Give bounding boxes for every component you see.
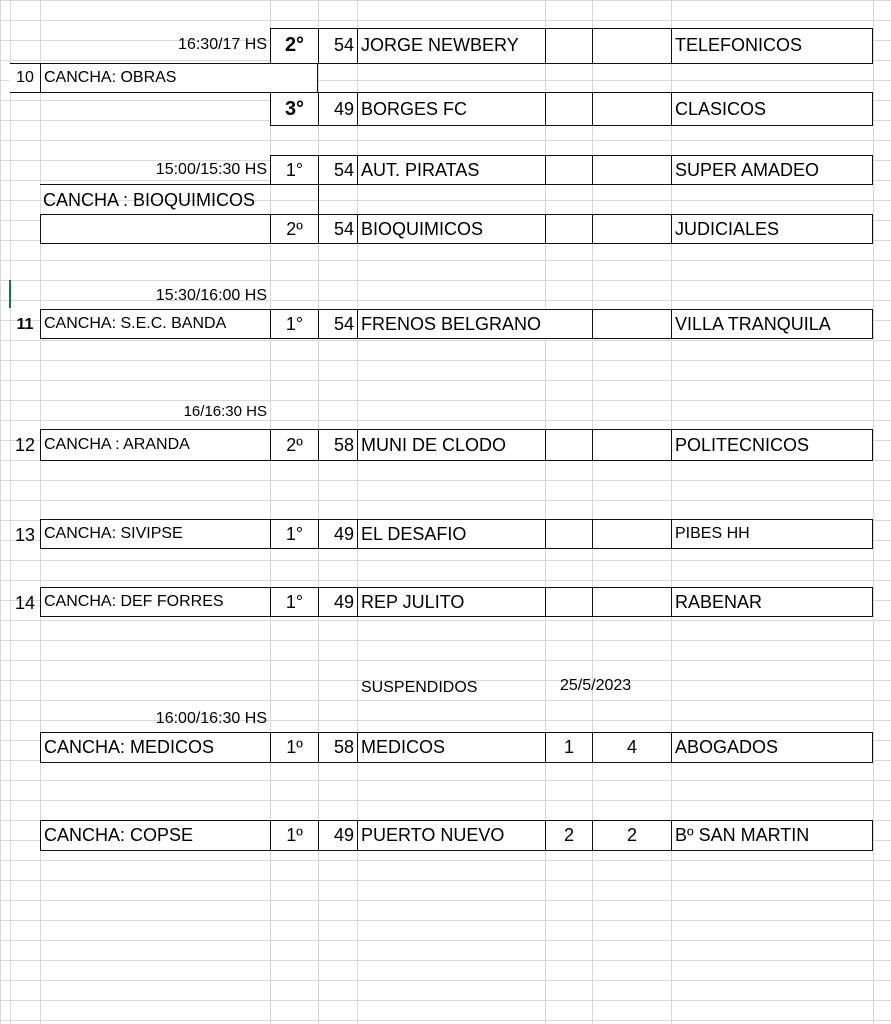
category-cell[interactable]: 54 [318, 309, 358, 339]
score-home-cell[interactable] [545, 587, 593, 617]
grid-column-line [545, 0, 546, 1024]
grid-column-line [10, 0, 11, 1024]
score-away-cell[interactable] [592, 519, 672, 549]
venue-cell[interactable]: CANCHA : BIOQUIMICOS [43, 190, 256, 210]
category-cell[interactable]: 49 [318, 92, 358, 126]
category-cell[interactable]: 58 [318, 429, 358, 461]
match-time: 16:30/17 HS [178, 36, 267, 53]
suspended-title: SUSPENDIDOS [361, 679, 478, 696]
team-away-cell[interactable]: JUDICIALES [671, 214, 873, 244]
team-away-cell[interactable]: POLITECNICOS [671, 429, 873, 461]
grid-column-line [671, 0, 672, 1024]
empty-cell [270, 184, 319, 215]
team-home-cell[interactable]: MEDICOS [357, 732, 546, 763]
venue-cell[interactable]: CANCHA: SIVIPSE [40, 519, 271, 549]
team-home-cell[interactable]: AUT. PIRATAS [357, 155, 546, 185]
score-home-cell[interactable] [545, 519, 593, 549]
team-away-cell[interactable]: PIBES HH [671, 519, 873, 549]
score-away-cell[interactable] [592, 155, 672, 185]
score-away-cell[interactable]: 2 [592, 820, 672, 851]
score-home-cell[interactable] [545, 155, 593, 185]
cell-cursor [9, 280, 11, 308]
fixture-number[interactable]: 12 [14, 435, 36, 455]
team-away-cell[interactable]: RABENAR [671, 587, 873, 617]
score-away-cell[interactable] [592, 429, 672, 461]
category-cell[interactable]: 49 [318, 519, 358, 549]
division-cell[interactable]: 2º [270, 429, 319, 461]
fixture-number[interactable]: 10 [10, 63, 41, 93]
score-away-cell[interactable] [592, 92, 672, 126]
venue-cell[interactable]: CANCHA: S.E.C. BANDA [40, 309, 271, 339]
suspended-date: 25/5/2023 [560, 677, 632, 694]
grid-column-line [357, 0, 358, 1024]
team-away-cell[interactable]: TELEFONICOS [671, 28, 873, 64]
score-away-cell[interactable]: 4 [592, 732, 672, 763]
score-home-cell[interactable] [545, 92, 593, 126]
score-away-cell[interactable] [592, 309, 672, 339]
score-home-cell[interactable] [545, 214, 593, 244]
venue-cell[interactable]: CANCHA: MEDICOS [40, 732, 271, 763]
category-cell[interactable]: 49 [318, 587, 358, 617]
team-home-cell[interactable]: MUNI DE CLODO [357, 429, 546, 461]
venue-cell[interactable]: CANCHA: COPSE [40, 820, 271, 851]
score-home-cell[interactable]: 1 [545, 732, 593, 763]
division-cell[interactable]: 1º [270, 820, 319, 851]
team-home-cell[interactable]: FRENOS BELGRANO [357, 309, 593, 339]
division-cell[interactable]: 1º [270, 732, 319, 763]
division-cell[interactable]: 1° [270, 309, 319, 339]
grid-column-line [873, 0, 874, 1024]
fixture-number[interactable]: 13 [14, 525, 36, 545]
venue-cell[interactable]: CANCHA : ARANDA [40, 429, 271, 461]
category-cell[interactable]: 54 [318, 155, 358, 185]
division-cell[interactable]: 1° [270, 519, 319, 549]
venue-cell[interactable]: CANCHA: DEF FORRES [40, 587, 271, 617]
division-cell[interactable]: 1° [270, 155, 319, 185]
team-away-cell[interactable]: ABOGADOS [671, 732, 873, 763]
score-home-cell[interactable] [545, 28, 593, 64]
venue-cell[interactable]: CANCHA: OBRAS [40, 63, 318, 93]
category-cell[interactable]: 49 [318, 820, 358, 851]
score-away-cell[interactable] [592, 214, 672, 244]
score-away-cell[interactable] [592, 28, 672, 64]
team-home-cell[interactable]: JORGE NEWBERY [357, 28, 546, 64]
match-time: 15:30/16:00 HS [155, 287, 267, 304]
team-home-cell[interactable]: BIOQUIMICOS [357, 214, 546, 244]
score-away-cell[interactable] [592, 587, 672, 617]
match-time: 16/16:30 HS [183, 403, 267, 420]
grid-column-line [592, 0, 593, 1024]
team-home-cell[interactable]: PUERTO NUEVO [357, 820, 546, 851]
team-away-cell[interactable]: SUPER AMADEO [671, 155, 873, 185]
empty-cell [40, 214, 271, 244]
grid-column-line [318, 0, 319, 1024]
match-time: 15:00/15:30 HS [40, 155, 270, 185]
category-cell[interactable]: 54 [318, 28, 358, 64]
team-away-cell[interactable]: VILLA TRANQUILA [671, 309, 873, 339]
score-home-cell[interactable]: 2 [545, 820, 593, 851]
grid-column-line [40, 0, 41, 1024]
fixture-number[interactable]: 11 [16, 316, 34, 333]
score-home-cell[interactable] [545, 429, 593, 461]
match-time: 16:00/16:30 HS [155, 710, 267, 727]
team-home-cell[interactable]: BORGES FC [357, 92, 546, 126]
team-home-cell[interactable]: REP JULITO [357, 587, 546, 617]
divider [40, 616, 873, 618]
division-cell[interactable]: 3° [270, 92, 319, 126]
fixture-number[interactable]: 14 [14, 593, 36, 613]
team-away-cell[interactable]: CLASICOS [671, 92, 873, 126]
category-cell[interactable]: 58 [318, 732, 358, 763]
division-cell[interactable]: 2º [270, 214, 319, 244]
grid-column-line [270, 0, 271, 1024]
team-home-cell[interactable]: EL DESAFIO [357, 519, 546, 549]
category-cell[interactable]: 54 [318, 214, 358, 244]
division-cell[interactable]: 1° [270, 587, 319, 617]
division-cell[interactable]: 2° [270, 28, 319, 64]
empty-cell [318, 63, 358, 93]
team-away-cell[interactable]: Bº SAN MARTIN [671, 820, 873, 851]
